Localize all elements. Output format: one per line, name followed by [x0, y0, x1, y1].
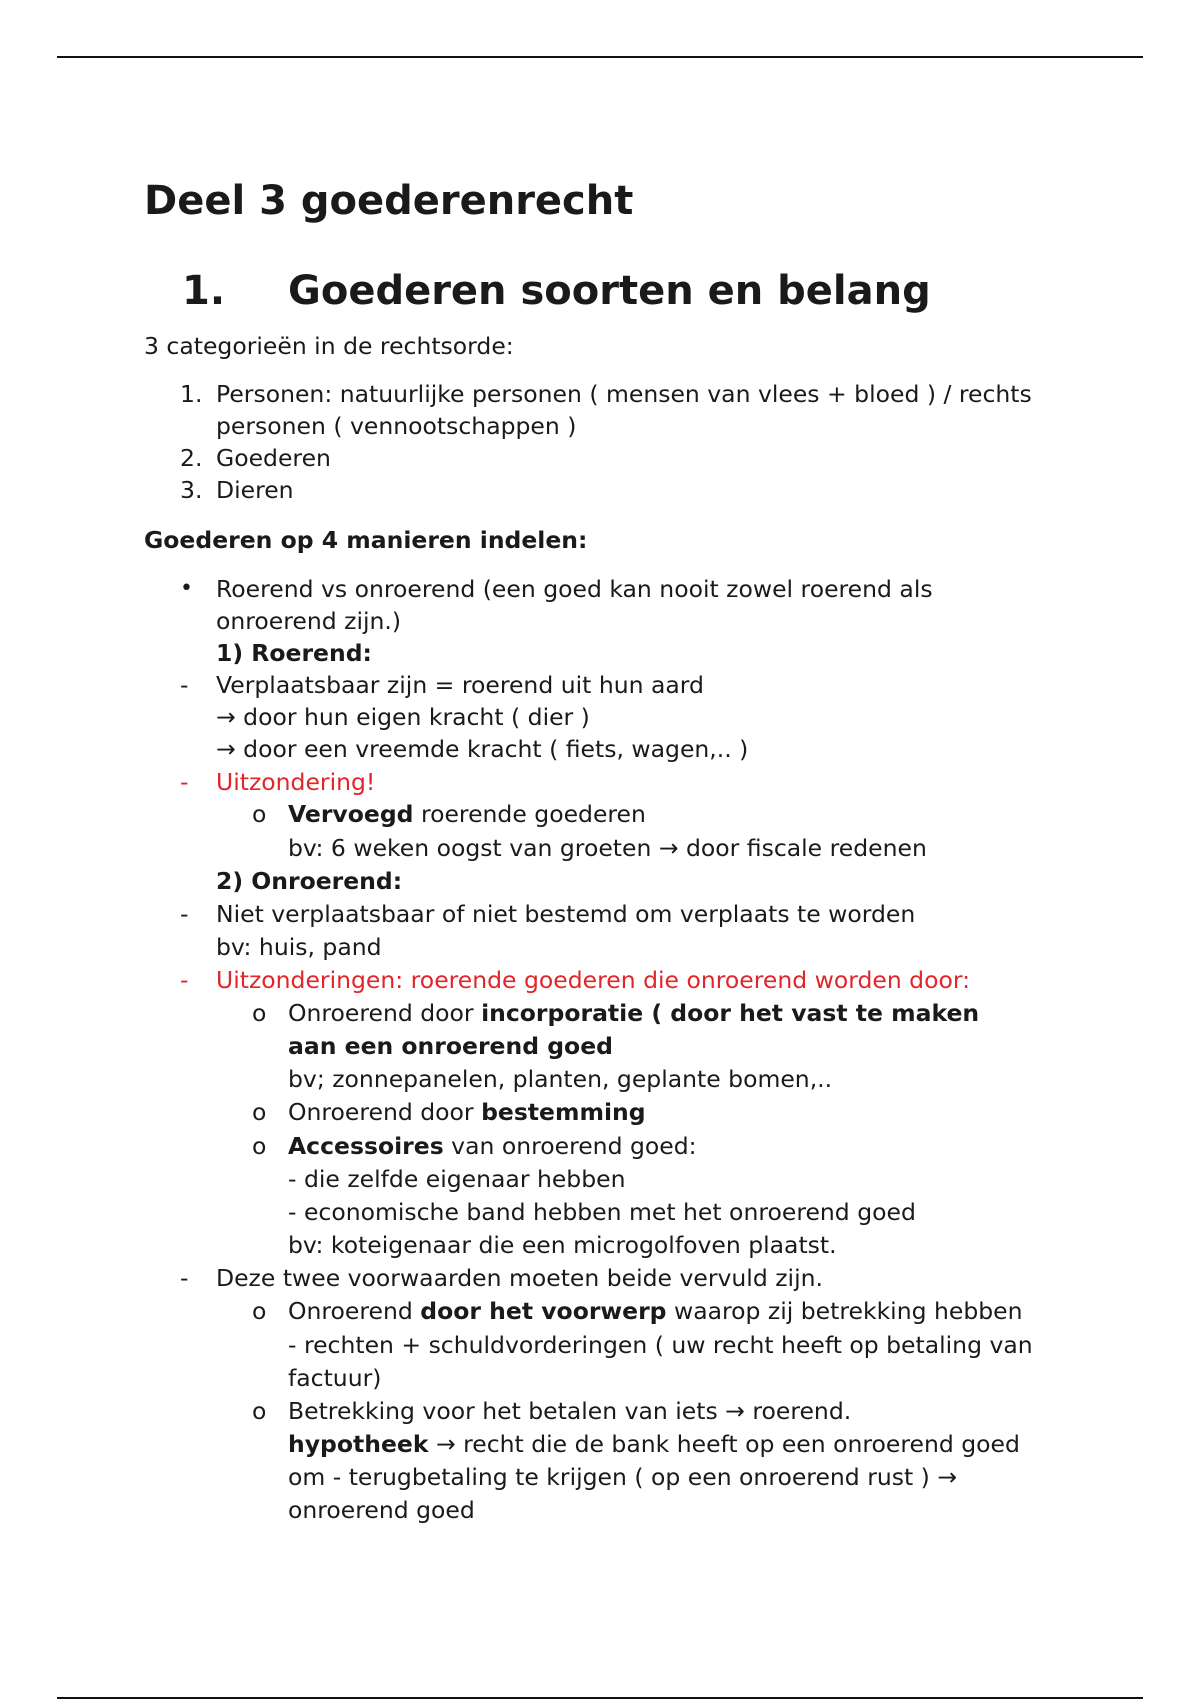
bullet-text: onroerend zijn.)	[216, 607, 402, 635]
sub-bullet-text: Onroerend door bestemming	[288, 1098, 646, 1126]
arrow-line: → door hun eigen kracht ( dier )	[216, 703, 590, 731]
example-text: bv: koteigenaar die een microgolfoven plaatst.	[288, 1231, 837, 1259]
sub-bullet-text: Betrekking voor het betalen van iets → roerend.	[288, 1397, 852, 1425]
list-item-text: Dieren	[216, 476, 294, 504]
section-title: Goederen soorten en belang	[288, 268, 931, 314]
dash-marker: -	[180, 1264, 189, 1292]
exception-label: Uitzondering!	[216, 768, 376, 796]
arrow-line: → door een vreemde kracht ( fiets, wagen,.. )	[216, 735, 749, 763]
bullet-text: Roerend vs onroerend (een goed kan nooit zowel roerend als	[216, 575, 933, 603]
onroerend-heading: 2) Onroerend:	[216, 867, 403, 895]
intro-text: 3 categorieën in de rechtsorde:	[144, 332, 514, 360]
list-item-text: Personen: natuurlijke personen ( mensen van vlees + bloed ) / rechts	[216, 380, 1032, 408]
example-text: bv; zonnepanelen, planten, geplante bomen,..	[288, 1065, 833, 1093]
hypotheek-text: onroerend goed	[288, 1496, 475, 1524]
condition-text: - economische band hebben met het onroerend goed	[288, 1198, 916, 1226]
list-number: 1.	[180, 380, 203, 408]
sub-bullet-marker: o	[252, 999, 267, 1027]
condition-text: - die zelfde eigenaar hebben	[288, 1165, 626, 1193]
sub-bullet-marker: o	[252, 1132, 267, 1160]
condition-text: factuur)	[288, 1364, 382, 1392]
sub-bullet-marker: o	[252, 1297, 267, 1325]
dash-marker: -	[180, 966, 189, 994]
sub-bullet-text: Onroerend door het voorwerp waarop zij betrekking hebben	[288, 1297, 1023, 1325]
section-heading	[182, 268, 931, 314]
roerend-heading: 1) Roerend:	[216, 639, 372, 667]
condition-text: - rechten + schuldvorderingen ( uw recht heeft op betaling van	[288, 1331, 1033, 1359]
section-number: 1.	[182, 268, 226, 314]
list-number: 2.	[180, 444, 203, 472]
bullet-marker: •	[180, 576, 193, 601]
example-text: bv: huis, pand	[216, 933, 382, 961]
sub-bullet-text: Onroerend door incorporatie ( door het vast te maken	[288, 999, 980, 1027]
sub-bullet-marker: o	[252, 1397, 267, 1425]
dash-text: Verplaatsbaar zijn = roerend uit hun aard	[216, 671, 704, 699]
sub-bullet-marker: o	[252, 800, 267, 828]
document-title: Deel 3 goederenrecht	[144, 178, 634, 224]
dash-marker: -	[180, 768, 189, 796]
list-item-text: personen ( vennootschappen )	[216, 412, 577, 440]
sub-bullet-text: aan een onroerend goed	[288, 1032, 613, 1060]
footer-rule	[57, 1697, 1143, 1699]
hypotheek-text: hypotheek → recht die de bank heeft op een onroerend goed	[288, 1430, 1020, 1458]
list-number: 3.	[180, 476, 203, 504]
header-rule	[57, 56, 1143, 58]
hypotheek-text: om - terugbetaling te krijgen ( op een onroerend rust ) →	[288, 1463, 958, 1491]
exceptions-label: Uitzonderingen: roerende goederen die onroerend worden door:	[216, 966, 971, 994]
example-text: bv: 6 weken oogst van groeten → door fiscale redenen	[288, 834, 927, 862]
dash-marker: -	[180, 900, 189, 928]
dash-text: Deze twee voorwaarden moeten beide vervuld zijn.	[216, 1264, 823, 1292]
subheading: Goederen op 4 manieren indelen:	[144, 526, 588, 554]
sub-bullet-marker: o	[252, 1098, 267, 1126]
sub-bullet-text: Accessoires van onroerend goed:	[288, 1132, 697, 1160]
dash-text: Niet verplaatsbaar of niet bestemd om verplaats te worden	[216, 900, 916, 928]
dash-marker: -	[180, 671, 189, 699]
list-item-text: Goederen	[216, 444, 331, 472]
sub-bullet-text: Vervoegd roerende goederen	[288, 800, 646, 828]
